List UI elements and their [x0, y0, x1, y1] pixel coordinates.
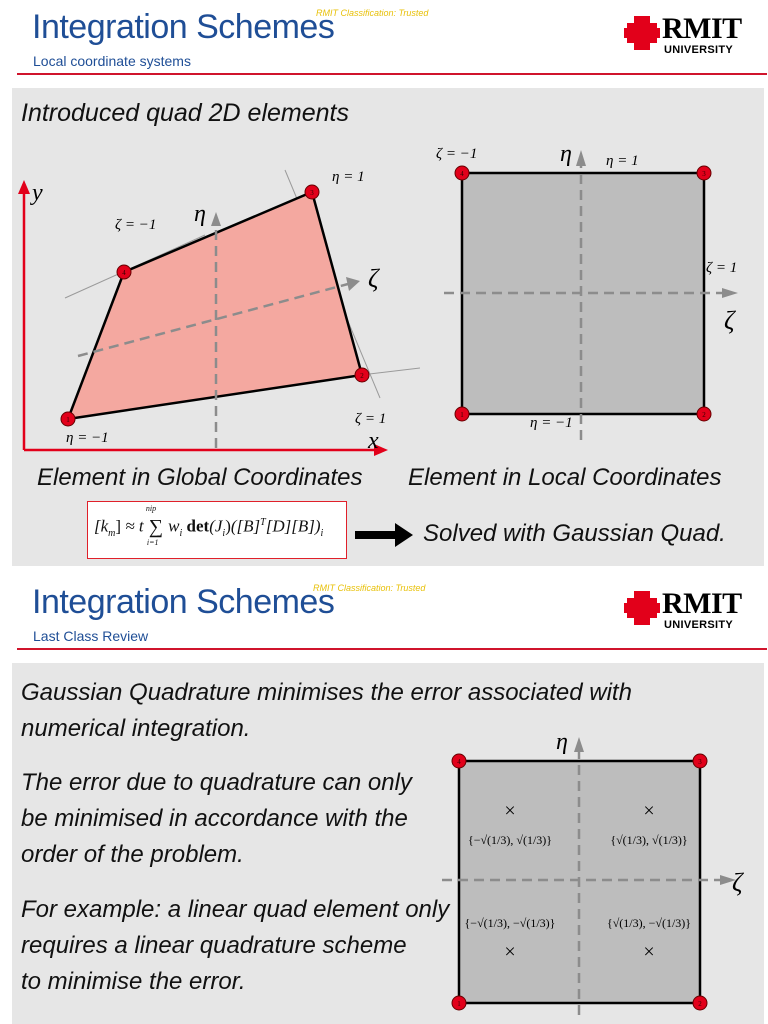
slide-last-class-review	[0, 575, 768, 1024]
local-caption: Element in Local Coordinates	[408, 464, 722, 491]
local-element-diagram	[420, 140, 768, 450]
local-zeta-label: ζ	[724, 306, 735, 335]
global-node-1-label: 1	[66, 416, 70, 424]
gauss-node-2-label: 2	[698, 1000, 702, 1008]
global-node-4-label: 4	[122, 269, 126, 277]
rmit-logo-mark-icon	[624, 16, 660, 50]
global-eta-minus1-label: η = −1	[66, 430, 109, 446]
logo-university: UNIVERSITY	[664, 44, 734, 56]
paragraph-line: The error due to quadrature can only	[21, 769, 412, 796]
global-zeta-minus1-label: ζ = −1	[115, 217, 157, 233]
formula-det: det	[186, 516, 210, 536]
formula-lhs: [k	[94, 516, 109, 536]
global-zeta-1-label: ζ = 1	[355, 411, 387, 427]
global-caption: Element in Global Coordinates	[37, 464, 363, 491]
formula-j: (J	[209, 516, 223, 536]
local-node-3-label: 3	[702, 170, 706, 178]
global-zeta-label: ζ	[368, 264, 379, 293]
logo-university: UNIVERSITY	[664, 619, 734, 631]
global-eta-1-label: η = 1	[332, 169, 365, 185]
global-eta-label: η	[194, 201, 206, 227]
slide-subtitle: Local coordinate systems	[33, 53, 191, 69]
global-y-label: y	[32, 180, 43, 206]
stiffness-formula	[87, 501, 347, 559]
local-node-4-label: 4	[460, 170, 464, 178]
slide-title: Integration Schemes	[32, 8, 335, 46]
gauss-eta-arrow-icon	[574, 737, 584, 752]
global-node-3-label: 3	[310, 189, 314, 197]
global-quad-element	[68, 192, 362, 419]
rmit-logo-mark-icon	[624, 591, 660, 625]
local-zeta-1-label: ζ = 1	[706, 260, 738, 276]
global-eta-arrow-icon	[211, 212, 221, 226]
classification-label: RMIT Classification: Trusted	[313, 583, 426, 593]
gauss-eta-label: η	[556, 729, 568, 755]
local-eta-arrow-icon	[576, 150, 586, 166]
formula-rhs-tail: [D][B])	[265, 516, 321, 536]
local-zeta-arrow-icon	[722, 288, 738, 298]
formula-approx: ≈ t	[125, 516, 144, 536]
title-divider	[17, 648, 767, 650]
gauss-node-1-label: 1	[457, 1000, 461, 1008]
formula-j-sub: i	[222, 527, 226, 539]
rmit-logo	[624, 12, 759, 62]
formula-lhs-close: ]	[115, 516, 122, 536]
formula-sum-top: nip	[145, 504, 157, 513]
formula-w: w	[168, 516, 180, 536]
formula-rhs: ([B]	[230, 516, 261, 536]
local-zeta-minus1-label: ζ = −1	[436, 146, 478, 162]
paragraph-line: to minimise the error.	[21, 968, 246, 995]
paragraph-line: be minimised in accordance with the	[21, 805, 408, 832]
formula-rhs-sup: T	[260, 516, 266, 528]
local-node-1-label: 1	[460, 411, 464, 419]
local-eta-minus1-label: η = −1	[530, 415, 573, 431]
formula-j-close: )	[225, 516, 231, 536]
classification-label: RMIT Classification: Trusted	[316, 8, 429, 18]
gauss-zeta-label: ζ	[732, 868, 743, 897]
gauss-point-coord-tl: {−√(1/3), √(1/3)}	[467, 833, 553, 847]
paragraph-line: requires a linear quadrature scheme	[21, 932, 407, 959]
formula-sum-bottom: i=1	[146, 538, 159, 547]
formula-w-sub: i	[179, 527, 183, 539]
gauss-point-coord-br: {√(1/3), −√(1/3)}	[606, 916, 692, 930]
gauss-point-mark: ×	[643, 800, 655, 822]
formula-sum	[145, 504, 164, 547]
local-eta-1-label: η = 1	[606, 153, 639, 169]
gauss-point-mark: ×	[504, 941, 516, 963]
gauss-points-diagram	[440, 725, 768, 1024]
paragraph-line: order of the problem.	[21, 841, 244, 868]
sum-sign-icon: ∑	[148, 516, 164, 538]
gauss-point-mark: ×	[643, 941, 655, 963]
paragraph-line: numerical integration.	[21, 715, 251, 742]
global-element-diagram	[0, 160, 420, 460]
right-arrow-icon	[355, 523, 415, 547]
paragraph-line: For example: a linear quad element only	[21, 896, 450, 923]
title-divider	[17, 73, 767, 75]
slide-title: Integration Schemes	[32, 583, 335, 621]
solved-note: Solved with Gaussian Quad.	[423, 520, 726, 547]
panel-heading: Introduced quad 2D elements	[21, 99, 349, 127]
global-zeta-arrow-icon	[346, 277, 360, 291]
global-node-2-label: 2	[360, 372, 364, 380]
logo-wordmark: RMIT	[662, 12, 742, 45]
gauss-point-coord-bl: {−√(1/3), −√(1/3)}	[464, 916, 556, 930]
formula-rhs-sub: i	[320, 527, 324, 539]
formula-expression	[94, 504, 324, 547]
rmit-logo	[624, 587, 759, 637]
gauss-point-coord-tr: {√(1/3), √(1/3)}	[610, 833, 688, 847]
gauss-node-3-label: 3	[698, 758, 702, 766]
global-x-label: x	[368, 428, 379, 454]
slide-subtitle: Last Class Review	[33, 628, 149, 644]
logo-wordmark: RMIT	[662, 587, 742, 620]
gauss-point-mark: ×	[504, 800, 516, 822]
local-node-2-label: 2	[702, 411, 706, 419]
gauss-node-4-label: 4	[457, 758, 461, 766]
formula-lhs-sub: m	[108, 527, 116, 539]
paragraph-example	[21, 892, 449, 1000]
local-eta-label: η	[560, 141, 572, 167]
paragraph-line: Gaussian Quadrature minimises the error associated with	[21, 679, 632, 706]
global-y-arrow-icon	[18, 180, 30, 194]
paragraph-error	[21, 765, 412, 873]
